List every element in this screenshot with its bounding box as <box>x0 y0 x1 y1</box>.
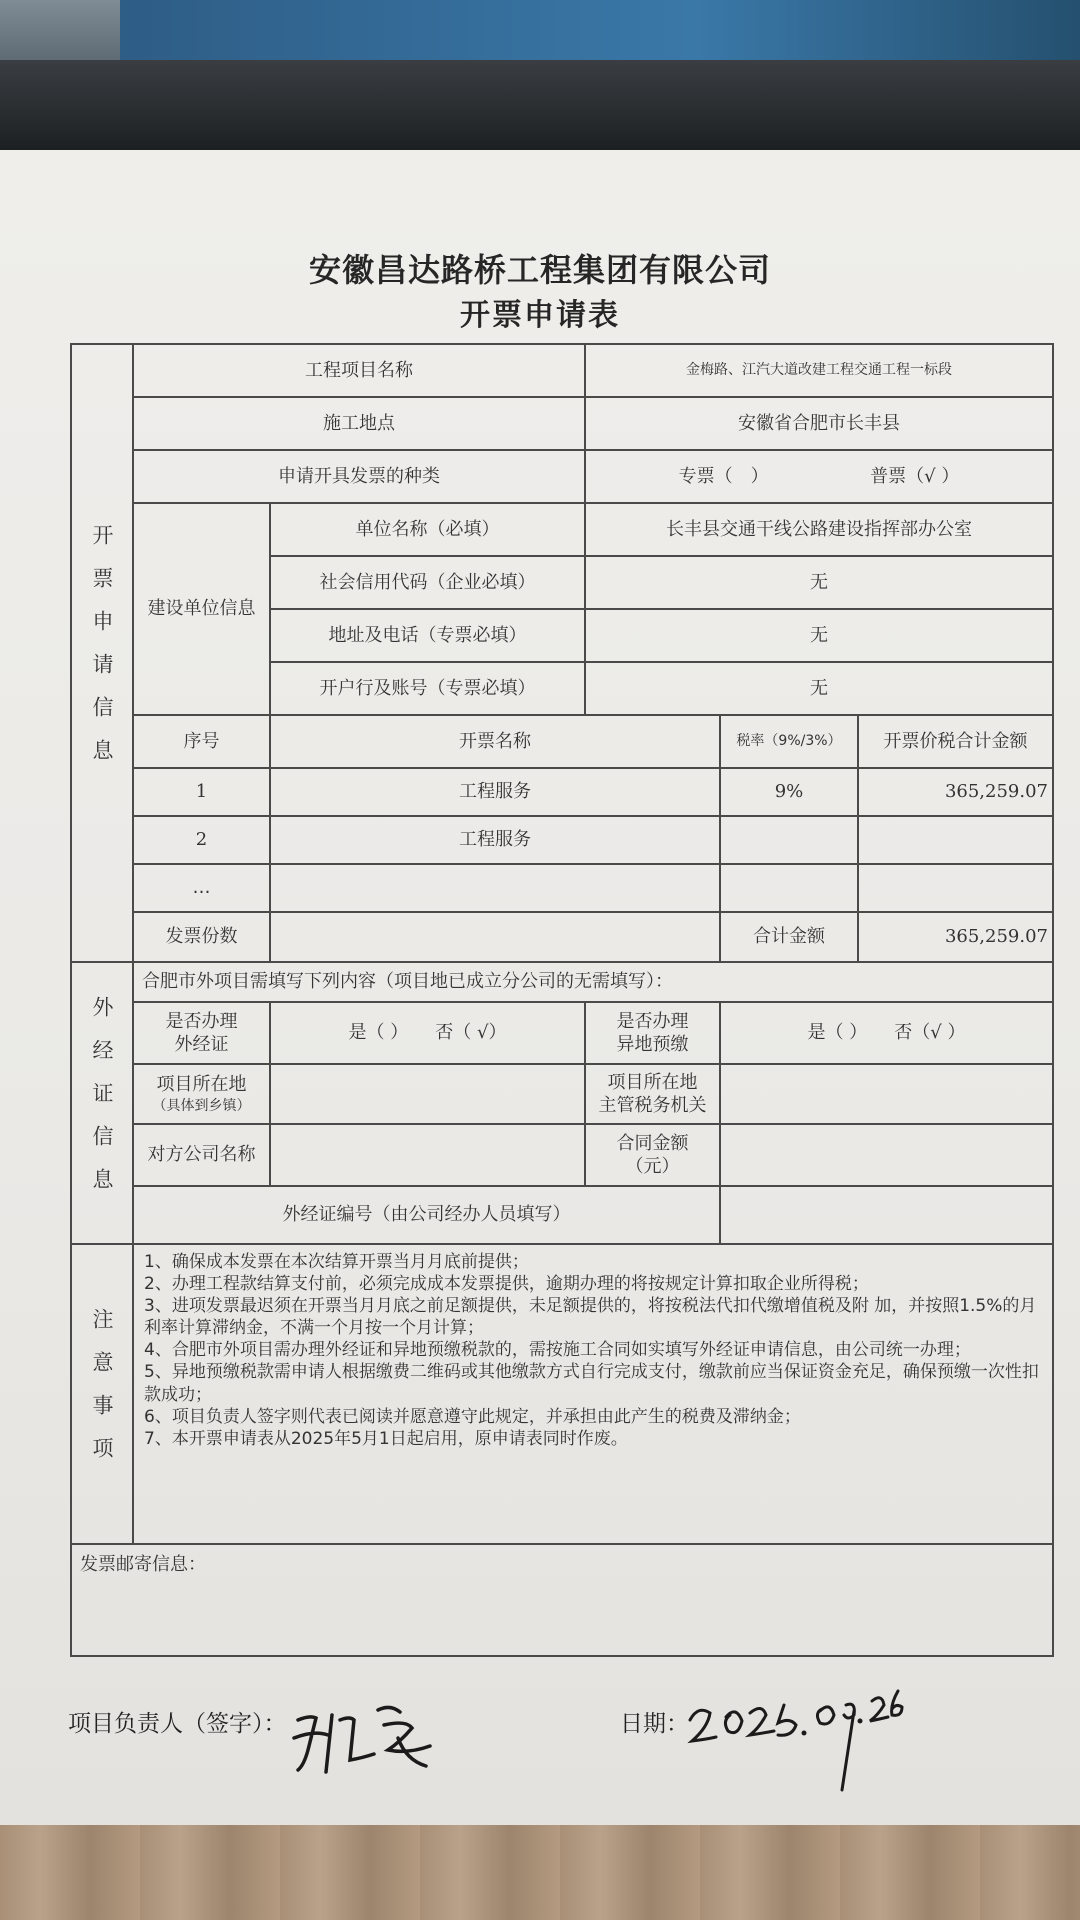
handwritten-signature <box>280 1680 450 1790</box>
item-1-amount: 365,259.07 <box>858 768 1053 816</box>
items-header-rate: 税率（9%/3%） <box>720 715 858 768</box>
date-label: 日期： <box>620 1711 689 1737</box>
builder-value-credit-code: 无 <box>585 556 1053 609</box>
item-2-no: 2 <box>133 816 270 864</box>
item-2-amount <box>858 816 1053 864</box>
note-7: 7、本开票申请表从2025年5月1日起启用，原申请表同时作废。 <box>144 1428 628 1449</box>
section-notes: 注意事项 <box>71 1244 133 1544</box>
company-name: 安徽昌达路桥工程集团有限公司 <box>308 251 771 289</box>
project-name-label: 工程项目名称 <box>133 344 585 397</box>
tax-authority-label: 项目所在地 主管税务机关 <box>585 1064 720 1124</box>
builder-value-address: 无 <box>585 609 1053 662</box>
note-3: 3、进项发票最迟须在开票当月月底之前足额提供，未足额提供的，将按税法代扣代缴增值税及附 加，并按照1.5%的月利率计算滞纳金，不满一个月按一个月计算； <box>144 1296 1037 1339</box>
permit-number-label: 外经证编号（由公司经办人员填写） <box>133 1186 720 1244</box>
prepay-question-value: 是（ ） 否（√ ） <box>720 1002 1053 1064</box>
builder-value-name: 长丰县交通干线公路建设指挥部办公室 <box>585 503 1053 556</box>
builder-group-label: 建设单位信息 <box>133 503 270 715</box>
signature-label: 项目负责人（签字）： <box>68 1711 287 1737</box>
total-amount-label: 合计金额 <box>720 912 858 962</box>
project-location-label: 项目所在地 （具体到乡镇） <box>133 1064 270 1124</box>
items-header-name: 开票名称 <box>270 715 720 768</box>
wood-table <box>0 1820 1080 1920</box>
notes-list <box>133 1244 1053 1544</box>
invoice-type-value <box>585 450 1053 503</box>
builder-value-bank: 无 <box>585 662 1053 715</box>
tax-authority-value <box>720 1064 1053 1124</box>
items-header-no: 序号 <box>133 715 270 768</box>
builder-label-name: 单位名称（必填） <box>270 503 585 556</box>
note-6: 6、项目负责人签字则代表已阅读并愿意遵守此规定，并承担由此产生的税费及滞纳金； <box>144 1406 801 1427</box>
item-3-no: … <box>133 864 270 912</box>
handwritten-date <box>680 1665 920 1795</box>
section-invoice-info: 开票申请信息 <box>71 344 133 962</box>
permit-instruction: 合肥市外项目需填写下列内容（项目地已成立分公司的无需填写）： <box>133 962 1053 1002</box>
invoice-form-paper <box>0 150 1080 1825</box>
location-label: 施工地点 <box>133 397 585 450</box>
permit-question-value: 是（ ） 否（ √） <box>270 1002 585 1064</box>
counterparty-label: 对方公司名称 <box>133 1124 270 1186</box>
item-1-name: 工程服务 <box>270 768 720 816</box>
invoice-count-label: 发票份数 <box>133 912 270 962</box>
note-5: 5、异地预缴税款需申请人根据缴费二维码或其他缴款方式自行完成支付，缴款前应当保证资金充足，确保预缴一次性扣款成功； <box>144 1362 1039 1405</box>
permit-number-value <box>720 1186 1053 1244</box>
note-4: 4、合肥市外项目需办理外经证和异地预缴税款的，需按施工合同如实填写外经证申请信息，由公司统一办理； <box>144 1340 971 1361</box>
invoice-form-table <box>70 343 1054 1657</box>
builder-label-credit-code: 社会信用代码（企业必填） <box>270 556 585 609</box>
item-3-amount <box>858 864 1053 912</box>
total-amount-value: 365,259.07 <box>858 912 1053 962</box>
item-3-rate <box>720 864 858 912</box>
mailing-info: 发票邮寄信息： <box>71 1544 1053 1656</box>
invoice-count-value <box>270 912 720 962</box>
item-1-rate: 9% <box>720 768 858 816</box>
general-invoice-option: 普票（√ ） <box>870 465 960 487</box>
section-permit-info: 外经证信息 <box>71 962 133 1244</box>
item-3-name <box>270 864 720 912</box>
keyboard <box>0 60 1080 150</box>
builder-label-address: 地址及电话（专票必填） <box>270 609 585 662</box>
contract-amount-value <box>720 1124 1053 1186</box>
item-2-name: 工程服务 <box>270 816 720 864</box>
builder-label-bank: 开户行及账号（专票必填） <box>270 662 585 715</box>
form-title: 开票申请表 <box>460 298 620 333</box>
special-invoice-option: 专票（ ） <box>678 465 769 487</box>
counterparty-value <box>270 1124 585 1186</box>
project-location-value <box>270 1064 585 1124</box>
item-2-rate <box>720 816 858 864</box>
prepay-question-label: 是否办理 异地预缴 <box>585 1002 720 1064</box>
location-value: 安徽省合肥市长丰县 <box>585 397 1053 450</box>
note-1: 1、确保成本发票在本次结算开票当月月底前提供； <box>144 1252 529 1272</box>
invoice-type-label: 申请开具发票的种类 <box>133 450 585 503</box>
note-2: 2、办理工程款结算支付前，必须完成成本发票提供，逾期办理的将按规定计算扣取企业所得税； <box>144 1274 869 1295</box>
project-name-value: 金梅路、江汽大道改建工程交通工程一标段 <box>585 344 1053 397</box>
item-1-no: 1 <box>133 768 270 816</box>
permit-question-label: 是否办理 外经证 <box>133 1002 270 1064</box>
items-header-amount: 开票价税合计金额 <box>858 715 1053 768</box>
contract-amount-label: 合同金额 （元） <box>585 1124 720 1186</box>
